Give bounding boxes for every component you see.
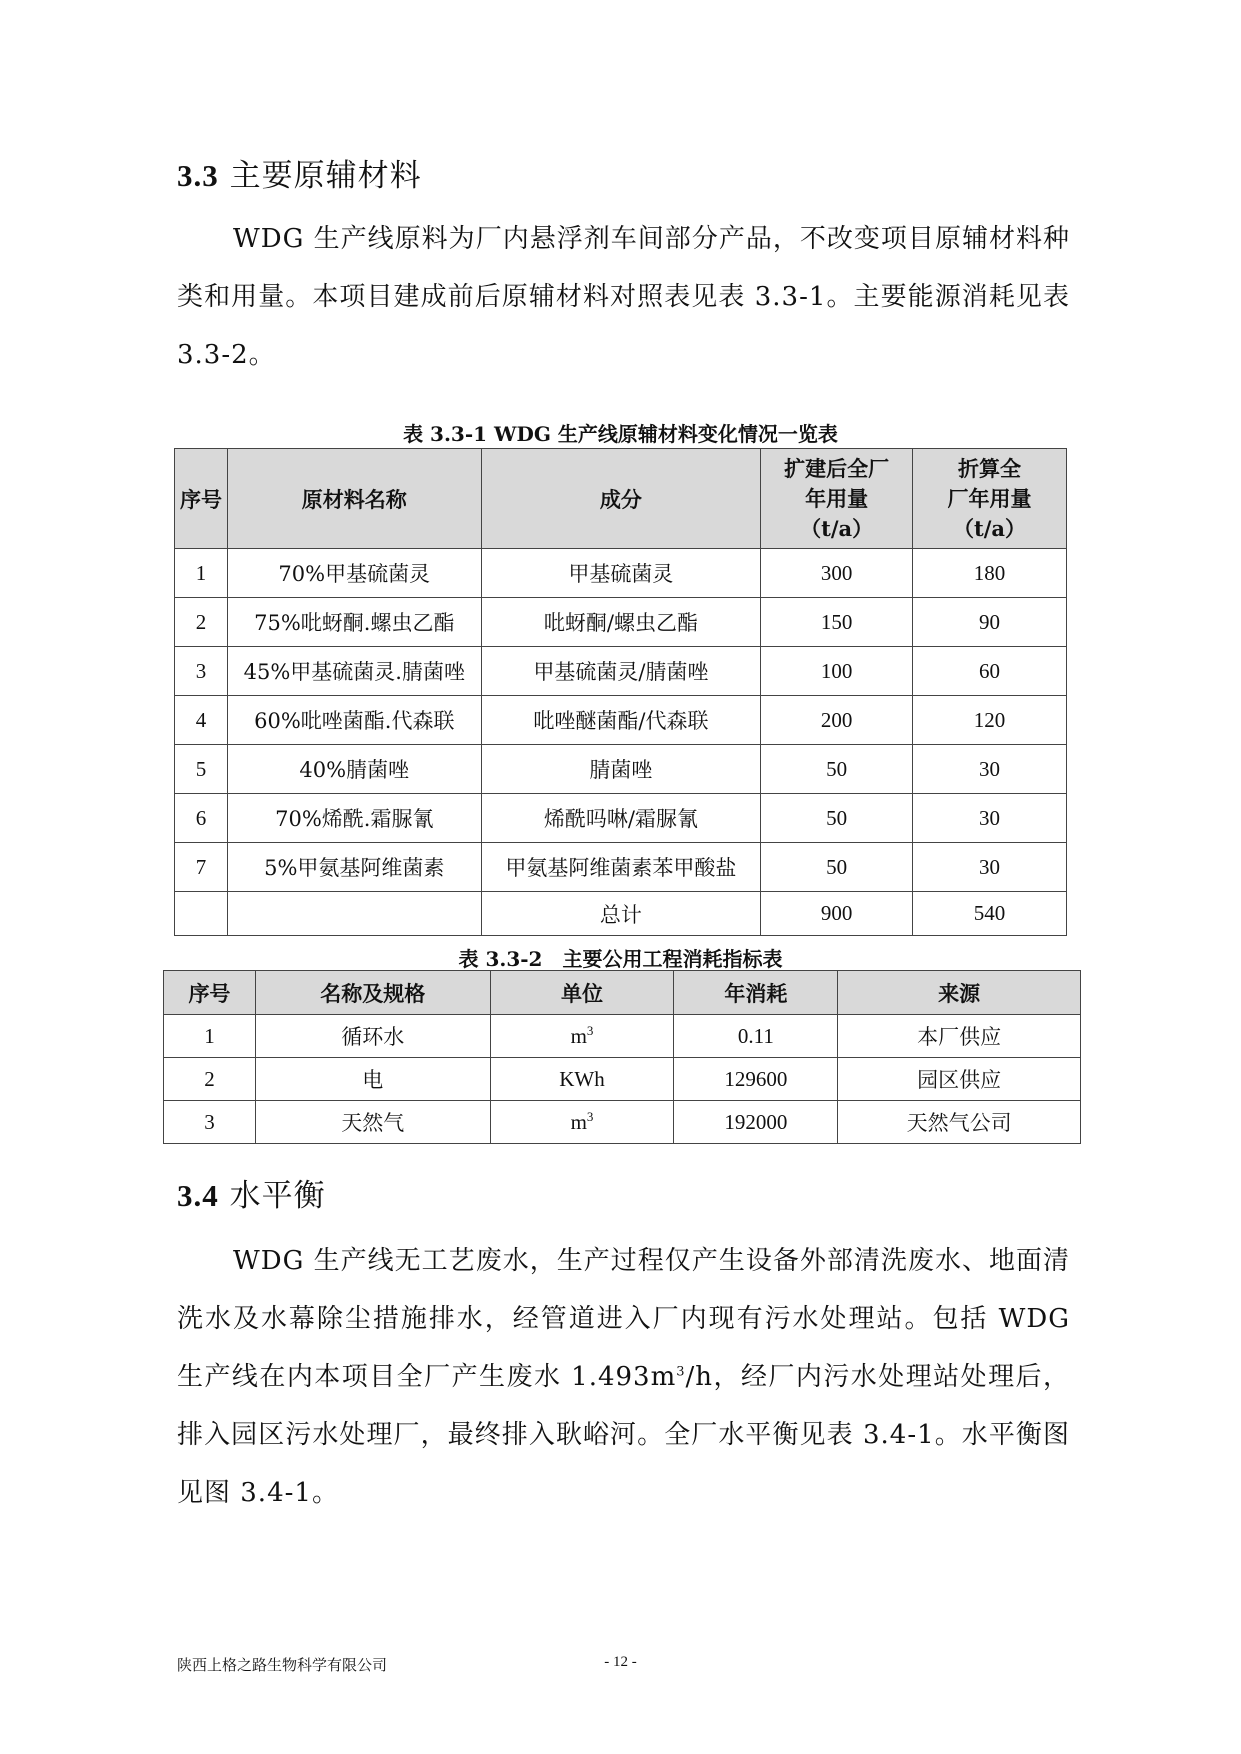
- footer-page-number: - 12 -: [604, 1654, 637, 1670]
- table-row: [175, 647, 1067, 696]
- cell-amount: 129600: [674, 1058, 838, 1101]
- header-no: 序号: [175, 449, 228, 549]
- cell-usage-after: 50: [761, 794, 913, 843]
- header-usage-after-expansion: [761, 449, 913, 549]
- cell-usage-converted: 120: [913, 696, 1067, 745]
- cell-composition: 吡蚜酮/螺虫乙酯: [481, 598, 761, 647]
- cell-total-label: 总计: [481, 892, 761, 936]
- header-line: （t/a）: [953, 515, 1027, 541]
- cell-usage-converted: 30: [913, 794, 1067, 843]
- table-row: [175, 696, 1067, 745]
- cell-composition: 甲氨基阿维菌素苯甲酸盐: [481, 843, 761, 892]
- paragraph-raw-materials: WDG 生产线原料为厂内悬浮剂车间部分产品，不改变项目原辅材料种类和用量。本项目建成前后原辅材料对照表见表 3.3-1。主要能源消耗见表 3.3-2。: [177, 224, 1070, 370]
- paragraph-water-balance: [177, 1232, 1070, 1522]
- table-row: [164, 1058, 1081, 1101]
- unit-text: KWh: [559, 1066, 605, 1091]
- cell-no: 2: [164, 1058, 256, 1101]
- cell-unit: [490, 1015, 674, 1058]
- table-row: [164, 1015, 1081, 1058]
- cell-material-name: 70%甲基硫菌灵: [227, 549, 481, 598]
- cell-name: 电: [255, 1058, 490, 1101]
- cell-empty: [227, 892, 481, 936]
- cell-composition: 吡唑醚菌酯/代森联: [481, 696, 761, 745]
- cell-no: 1: [164, 1015, 256, 1058]
- cell-no: 4: [175, 696, 228, 745]
- table-row: [175, 843, 1067, 892]
- table-header-row: [164, 971, 1081, 1015]
- header-line: 扩建后全厂: [784, 455, 890, 481]
- unit-superscript: 3: [586, 1108, 594, 1124]
- cell-material-name: 5%甲氨基阿维菌素: [227, 843, 481, 892]
- unit-text: m: [570, 1109, 587, 1134]
- table-row: [164, 1101, 1081, 1144]
- utility-consumption-table: [163, 970, 1081, 1144]
- unit-text: m: [570, 1023, 587, 1048]
- header-unit: 单位: [490, 971, 674, 1015]
- cell-material-name: 75%吡蚜酮.螺虫乙酯: [227, 598, 481, 647]
- cell-material-name: 45%甲基硫菌灵.腈菌唑: [227, 647, 481, 696]
- cell-amount: 0.11: [674, 1015, 838, 1058]
- table-total-row: [175, 892, 1067, 936]
- section-title: 水平衡: [229, 1178, 326, 1214]
- cell-usage-after: 50: [761, 843, 913, 892]
- header-source: 来源: [838, 971, 1081, 1015]
- header-converted-usage: [913, 449, 1067, 549]
- cell-empty: [175, 892, 228, 936]
- table-caption-3-3-2: 表 3.3-2 主要公用工程消耗指标表: [458, 947, 783, 971]
- cell-usage-after: 200: [761, 696, 913, 745]
- section-heading-3-4: [177, 1170, 326, 1215]
- header-line: （t/a）: [800, 515, 874, 541]
- unit-superscript: 3: [586, 1022, 594, 1038]
- header-line: 厂年用量: [947, 485, 1032, 511]
- cell-name: 循环水: [255, 1015, 490, 1058]
- footer-company: 陕西上格之路生物科学有限公司: [177, 1656, 388, 1674]
- cell-amount: 192000: [674, 1101, 838, 1144]
- cell-material-name: 70%烯酰.霜脲氰: [227, 794, 481, 843]
- cell-usage-converted: 30: [913, 843, 1067, 892]
- cell-total-converted: 540: [913, 892, 1067, 936]
- header-line: 折算全: [958, 455, 1022, 481]
- table-row: [175, 794, 1067, 843]
- header-annual-consumption: 年消耗: [674, 971, 838, 1015]
- cell-usage-converted: 60: [913, 647, 1067, 696]
- cell-usage-converted: 90: [913, 598, 1067, 647]
- cell-unit: [490, 1101, 674, 1144]
- cell-no: 2: [175, 598, 228, 647]
- cell-composition: 甲基硫菌灵/腈菌唑: [481, 647, 761, 696]
- cell-no: 5: [175, 745, 228, 794]
- section-number: 3.3: [177, 158, 219, 193]
- cell-composition: 烯酰吗啉/霜脲氰: [481, 794, 761, 843]
- cell-material-name: 60%吡唑菌酯.代森联: [227, 696, 481, 745]
- cell-no: 6: [175, 794, 228, 843]
- header-name-spec: 名称及规格: [255, 971, 490, 1015]
- cell-total-after: 900: [761, 892, 913, 936]
- paragraph-text: /h，经厂内污水处理站处理后，排入园区污水处理厂，最终排入耿峪河。全厂水平衡见表 3.4-1。水平衡图见图 3.4-1。: [177, 1362, 1070, 1508]
- cell-name: 天然气: [255, 1101, 490, 1144]
- cell-source: 天然气公司: [838, 1101, 1081, 1144]
- cell-usage-after: 150: [761, 598, 913, 647]
- cell-usage-converted: 30: [913, 745, 1067, 794]
- cell-usage-converted: 180: [913, 549, 1067, 598]
- section-heading-3-3: [177, 150, 422, 195]
- table-caption-3-3-1: 表 3.3-1 WDG 生产线原辅材料变化情况一览表: [403, 422, 838, 446]
- cell-no: 3: [164, 1101, 256, 1144]
- cell-source: 园区供应: [838, 1058, 1081, 1101]
- section-number: 3.4: [177, 1178, 219, 1213]
- cell-usage-after: 50: [761, 745, 913, 794]
- cell-composition: 甲基硫菌灵: [481, 549, 761, 598]
- cell-material-name: 40%腈菌唑: [227, 745, 481, 794]
- table-row: [175, 598, 1067, 647]
- raw-materials-table: [174, 448, 1067, 936]
- header-no: 序号: [164, 971, 256, 1015]
- cell-no: 1: [175, 549, 228, 598]
- table-row: [175, 549, 1067, 598]
- section-title: 主要原辅材料: [229, 158, 422, 194]
- cell-no: 3: [175, 647, 228, 696]
- table-header-row: [175, 449, 1067, 549]
- cell-unit: [490, 1058, 674, 1101]
- header-material-name: 原材料名称: [227, 449, 481, 549]
- paragraph-text: WDG 生产线无工艺废水，生产过程仅产生设备外部清洗废水、地面清洗水及水幕除尘措施排水，经管道进入厂内现有污水处理站。包括 WDG 生产线在内本项目全厂产生废水 1.493m: [177, 1246, 1070, 1392]
- cell-usage-after: 300: [761, 549, 913, 598]
- header-composition: 成分: [481, 449, 761, 549]
- header-line: 年用量: [805, 485, 869, 511]
- cell-source: 本厂供应: [838, 1015, 1081, 1058]
- cell-composition: 腈菌唑: [481, 745, 761, 794]
- cell-no: 7: [175, 843, 228, 892]
- table-row: [175, 745, 1067, 794]
- superscript: 3: [676, 1364, 686, 1380]
- cell-usage-after: 100: [761, 647, 913, 696]
